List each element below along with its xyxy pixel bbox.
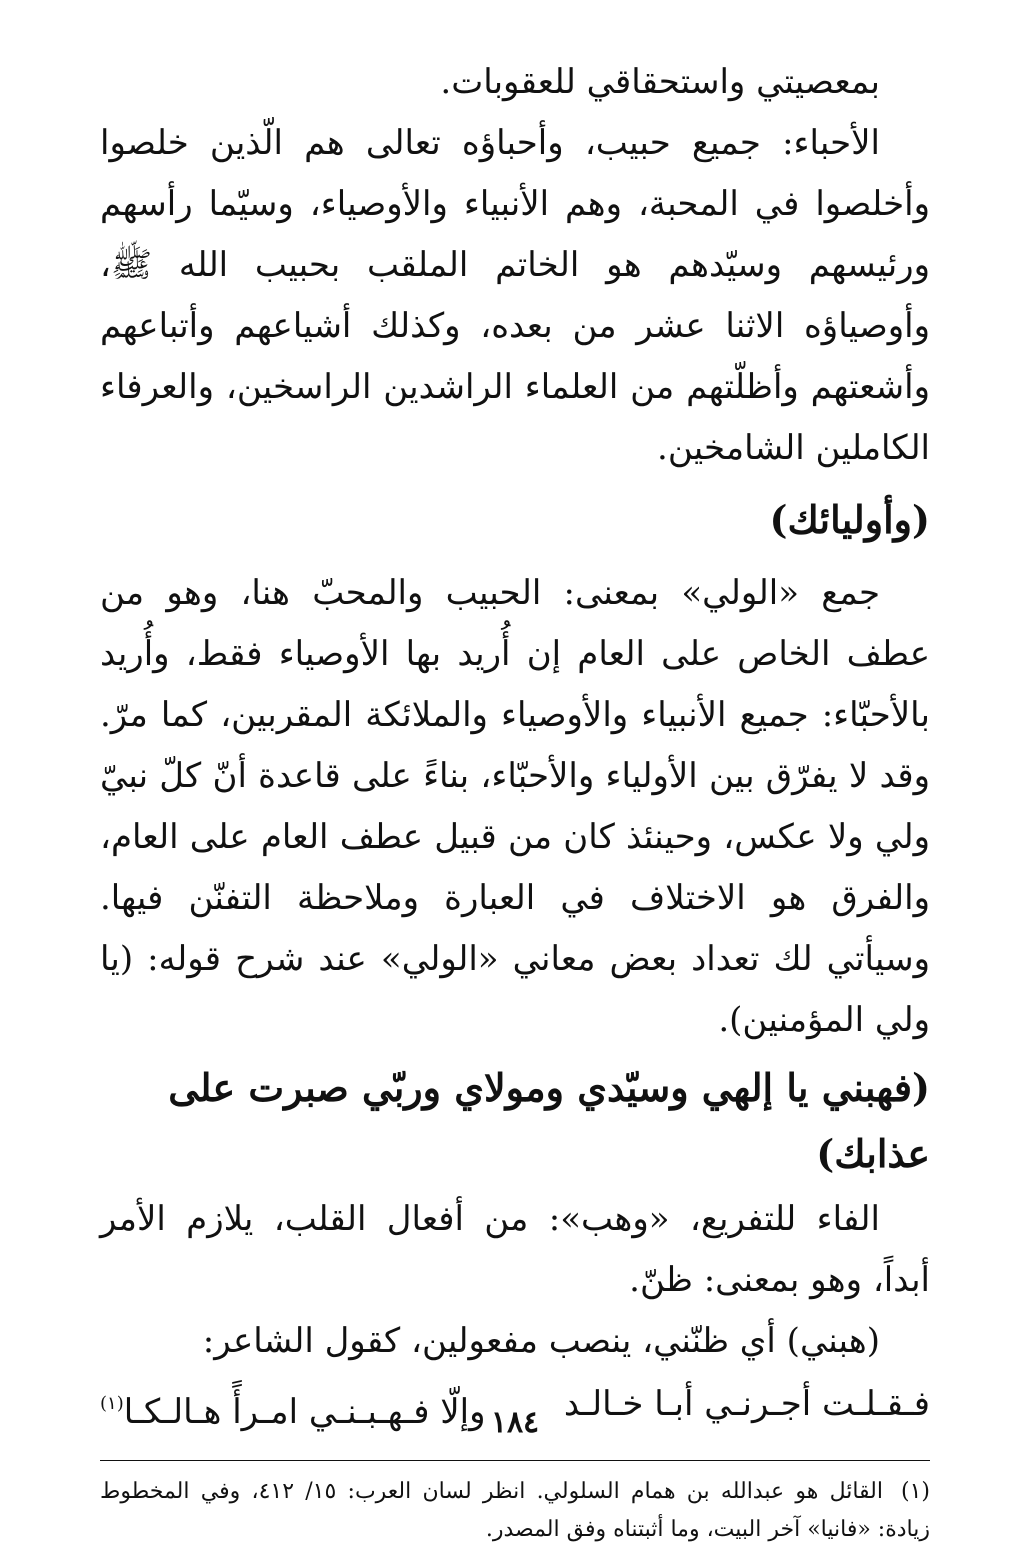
- footnote-marker: (١): [901, 1479, 931, 1504]
- section-heading-awliyaik: (وأوليائك): [769, 497, 930, 542]
- paragraph-fa-tafri: الفاء للتفريع، «وهب»: من أفعال القلب، يلازم الأمر أبداً، وهو بمعنى: ظنّ.: [100, 1199, 930, 1300]
- paragraph-wali: جمع «الولي» بمعنى: الحبيب والمحبّ هنا، وهو من عطف الخاص على العام إن أُريد بها الأوصياء فقط، وأُريد بالأحبّاء: جميع الأنبياء والأوصياء والملائكة المقربين، كما مرّ. وقد لا يفرّق بين الأولياء والأحبّاء، بناءً على قاعدة أنّ كلّ نبيّ ولي ولا عكس، وحينئذ كان من قبيل عطف العام على العام، والفرق هو الاختلاف في العبارة وملاحظة التفنّن فيها. وسيأتي لك تعداد بعض معاني «الولي» عند شرح قوله: (يا ولي المؤمنين).: [100, 573, 930, 1040]
- paragraph-habni: (هبني) أي ظنّني، ينصب مفعولين، كقول الشاعر:: [202, 1321, 880, 1361]
- paragraph-continuation: بمعصيتي واستحقاقي للعقوبات.: [440, 62, 880, 102]
- footnote-reference: (١): [100, 1393, 124, 1414]
- footnote-divider: [100, 1460, 930, 1461]
- footnote: [100, 1473, 930, 1549]
- section-heading-fahabni: (فهبني يا إلهي وسيّدي ومولاي وربّي صبرت على عذابك): [168, 1065, 930, 1176]
- verse-second-text: وإلّا فـهـبـنـي امـرأً هـالـكـا: [123, 1392, 486, 1432]
- verse-first-hemistich: فـقـلـت أجـرنـي أبـا خـالـد: [563, 1384, 930, 1424]
- page-number: ١٨٤: [490, 1405, 540, 1440]
- paragraph-ahibba: الأحباء: جميع حبيب، وأحباؤه تعالى هم الّذين خلصوا وأخلصوا في المحبة، وهم الأنبياء والأوصياء، وسيّما رأسهم ورئيسهم وسيّدهم هو الخاتم الملقب بحبيب الله ﷺ، وأوصياؤه الاثنا عشر من بعده، وكذلك أشياعهم وأتباعهم وأشعتهم وأظلّتهم من العلماء الراشدين الراسخين، والعرفاء الكاملين الشامخين.: [100, 123, 930, 468]
- page-content: [100, 52, 931, 1542]
- footnote-text: القائل هو عبدالله بن همام السلولي. انظر لسان العرب: ١٥/ ٤١٢، وفي المخطوط زيادة: «فانيا» آخر البيت، وما أثبتناه وفق المصدر.: [100, 1479, 930, 1542]
